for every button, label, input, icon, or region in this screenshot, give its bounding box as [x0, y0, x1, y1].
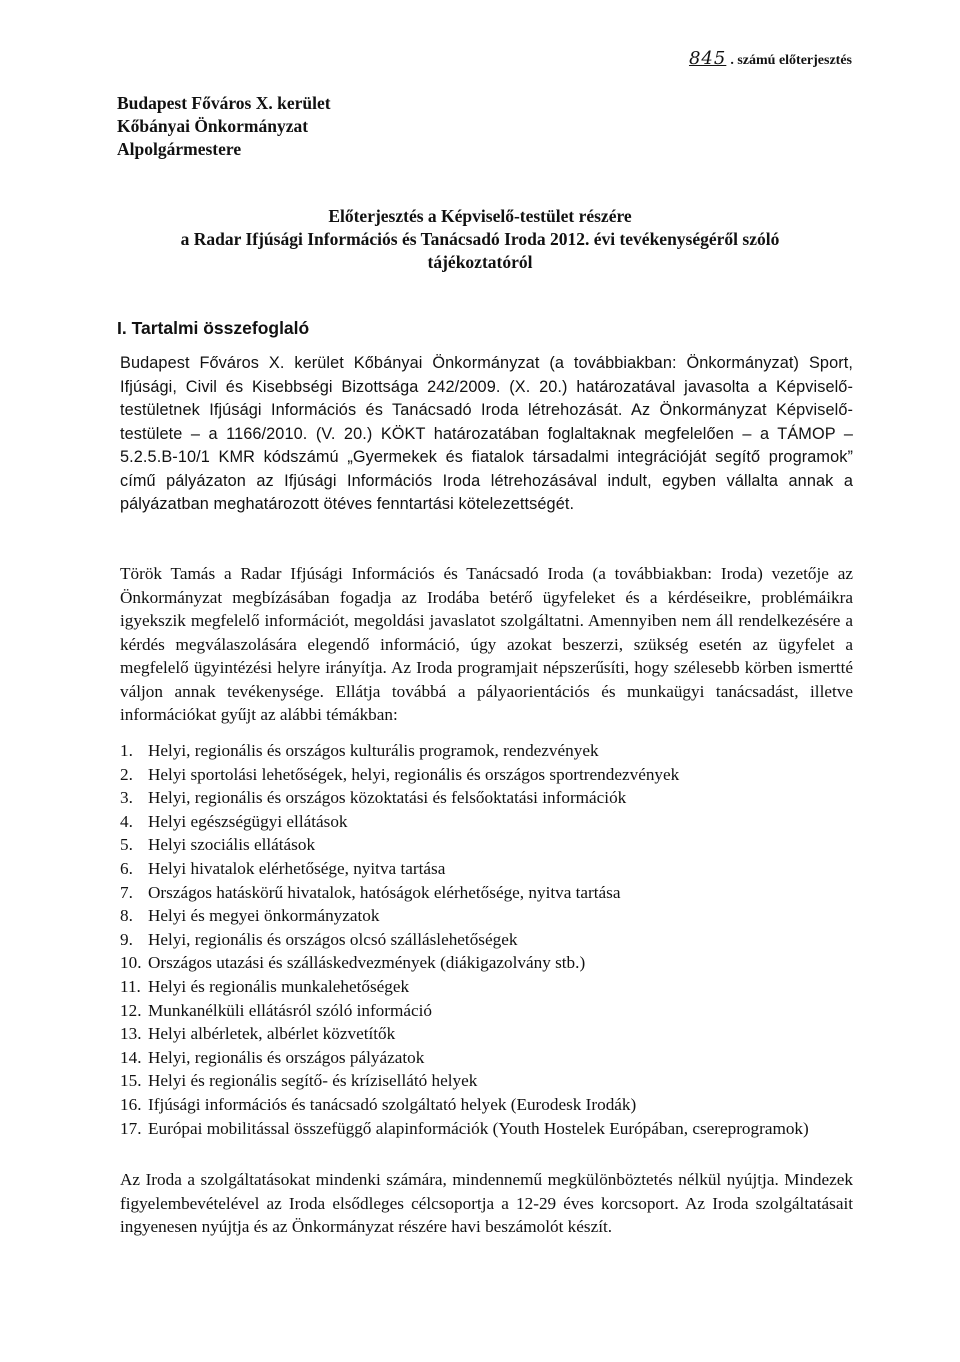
- title-line-3: tájékoztatóról: [427, 252, 533, 272]
- list-item: [120, 763, 853, 787]
- list-item-text: Helyi egészségügyi ellátások: [148, 811, 348, 831]
- list-item-number: 5.: [120, 835, 133, 855]
- title-line-2: a Radar Ifjúsági Információs és Tanácsadó Iroda 2012. évi tevékenységéről szóló: [180, 229, 780, 249]
- list-item-text: Helyi szociális ellátások: [148, 835, 316, 855]
- list-item: [120, 999, 853, 1023]
- list-item: [120, 810, 853, 834]
- paragraph-closing: Az Iroda a szolgáltatásokat mindenki számára, mindennemű megkülönböztetés nélkül nyújtja. Mindezek figyelembevételével az Iroda elsődleges célcsoportja a 12-29 éves korcsoport. Az Iroda szolgáltatásait ingyenesen nyújtja és az Önkormányzat részére havi beszámolót készít.: [120, 1170, 853, 1236]
- list-item-text: Helyi sportolási lehetőségek, helyi, regionális és országos sportrendezvények: [148, 764, 680, 784]
- list-item: [120, 1022, 853, 1046]
- list-item-text: Helyi, regionális és országos olcsó szálláslehetőségek: [148, 929, 518, 949]
- list-item-number: 7.: [120, 882, 133, 902]
- list-item: [120, 975, 853, 999]
- list-item: [120, 928, 853, 952]
- list-item-text: Helyi és regionális segítő- és krízisellátó helyek: [148, 1071, 478, 1091]
- title-line-1: Előterjesztés a Képviselő-testület részére: [328, 206, 632, 226]
- org-line-3: Alpolgármestere: [117, 139, 242, 159]
- paragraph-summary: Budapest Főváros X. kerület Kőbányai Önkormányzat (a továbbiakban: Önkormányzat) Sport, Ifjúsági, Civil és Kisebbségi Bizottsága 242/2009. (X. 20.) határozatával javasolta a Képviselő-testületnek Ifjúsági Információs és Tanácsadó Iroda létrehozását. Az Önkormányzat Képviselő-testülete – a 1166/2010. (V. 20.) KÖKT határozatában foglaltaknak megfelelően – a TÁMOP – 5.2.5.B-10/1 KMR kódszámú „Gyermekek és fiatalok társadalmi integrációját segítő programok” című pályázaton az Ifjúsági Információs Iroda létrehozásával indult, egyben vállalta annak a pályázatban meghatározott ötéves fenntartási kötelezettségét.: [120, 354, 853, 513]
- topic-list: [120, 739, 853, 1140]
- list-item-number: 17.: [120, 1118, 142, 1138]
- list-item-number: 14.: [120, 1047, 142, 1067]
- list-item: [120, 786, 853, 810]
- list-item-text: Helyi hivatalok elérhetősége, nyitva tartása: [148, 858, 446, 878]
- list-item: [120, 833, 853, 857]
- list-item-number: 10.: [120, 953, 142, 973]
- list-item-number: 8.: [120, 906, 133, 926]
- list-item-text: Országos hatáskörű hivatalok, hatóságok elérhetősége, nyitva tartása: [148, 882, 621, 902]
- list-item-number: 15.: [120, 1071, 142, 1091]
- list-item: [120, 739, 853, 763]
- paragraph-office-description: Török Tamás a Radar Ifjúsági Információs és Tanácsadó Iroda (a továbbiakban: Iroda) vezetője az Önkormányzat megbízásában fogadja az Irodába betérő ügyfeleket és a kérdéseikre, problémáikra igyekszik megfelelő információt, megoldási javaslatot szolgáltatni. Amennyiben nem áll rendelkezésére a kérdés megválaszolására elegendő információ, úgy azokat beszerzi, szükség esetén az ügyfelet a megfelelő ügyintézési helyre irányítja. Az Iroda programjait népszerűsíti, hogy szélesebb körben ismertté váljon annak tevékenysége. Ellátja továbbá a pályaorientációs és munkaügyi tanácsadást, illetve információkat gyűjt az alábbi témákban:: [120, 564, 853, 724]
- list-item-text: Helyi, regionális és országos kulturális programok, rendezvények: [148, 741, 599, 760]
- handwritten-number: 845: [688, 48, 727, 69]
- list-item: [120, 1117, 853, 1141]
- list-item-text: Helyi albérletek, albérlet közvetítők: [148, 1024, 396, 1044]
- list-item-text: Helyi, regionális és országos közoktatási és felsőoktatási információk: [148, 788, 627, 808]
- org-line-2: Kőbányai Önkormányzat: [117, 116, 309, 136]
- list-item-number: 13.: [120, 1024, 142, 1044]
- list-item-text: Európai mobilitással összefüggő alapinformációk (Youth Hostelek Európában, csereprogramok): [148, 1118, 809, 1138]
- list-item: [120, 904, 853, 928]
- list-item-text: Ifjúsági információs és tanácsadó szolgáltató helyek (Eurodesk Irodák): [148, 1094, 637, 1114]
- list-item: [120, 1069, 853, 1093]
- submission-number: [689, 48, 852, 69]
- list-item-number: 11.: [120, 976, 141, 996]
- list-item-number: 2.: [120, 764, 133, 784]
- list-item-text: Helyi és megyei önkormányzatok: [148, 906, 380, 926]
- list-item-text: Helyi, regionális és országos pályázatok: [148, 1047, 425, 1067]
- list-item-text: Helyi és regionális munkalehetőségek: [148, 976, 410, 996]
- list-item-number: 9.: [120, 929, 133, 949]
- list-item: [120, 1093, 853, 1117]
- list-item-number: 6.: [120, 858, 133, 878]
- list-item-number: 4.: [120, 811, 133, 831]
- list-item: [120, 857, 853, 881]
- list-item-number: 12.: [120, 1000, 142, 1020]
- list-item: [120, 1046, 853, 1070]
- list-item-text: Munkanélküli ellátásról szóló információ: [148, 1000, 432, 1020]
- list-item: [120, 951, 853, 975]
- list-item-number: 3.: [120, 788, 133, 808]
- list-item-number: 16.: [120, 1094, 142, 1114]
- list-item-text: Országos utazási és szálláskedvezmények (diákigazolvány stb.): [148, 953, 586, 973]
- org-line-1: Budapest Főváros X. kerület: [117, 93, 331, 113]
- section-heading: I. Tartalmi összefoglaló: [117, 318, 310, 338]
- organization-block: [117, 92, 331, 161]
- document-title: [130, 205, 830, 274]
- submission-label: . számú előterjesztés: [730, 53, 852, 68]
- list-item: [120, 881, 853, 905]
- list-item-number: 1.: [120, 741, 133, 760]
